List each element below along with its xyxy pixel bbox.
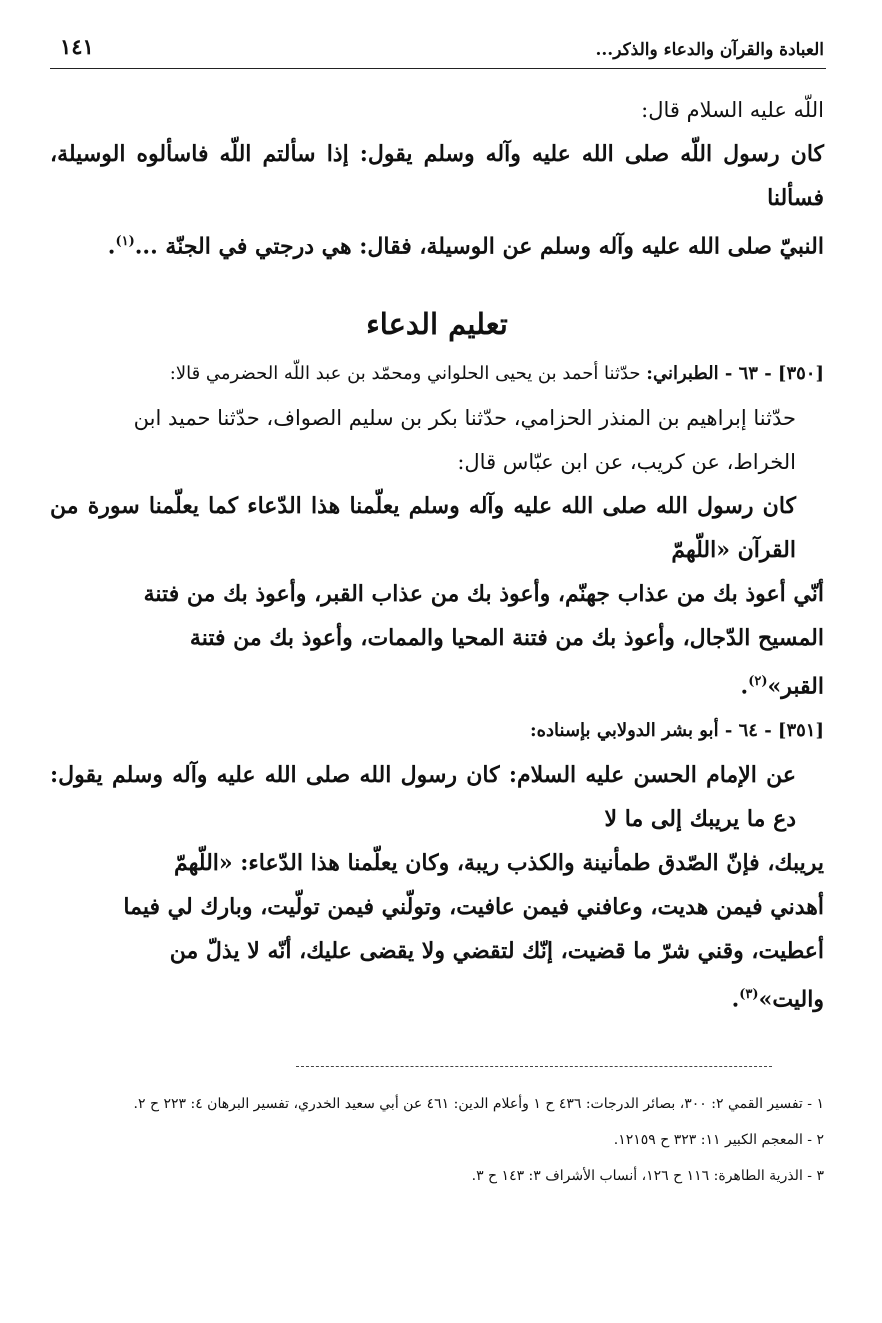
hadith-350-text-4: القبر»$^{(٢)}$. bbox=[740, 673, 824, 700]
footnote-ref-2: (٢) bbox=[748, 674, 768, 690]
hadith-351-number: [٣٥١] - ٦٤ - أبو بشر الدولابي بإسناده: bbox=[529, 719, 824, 741]
footnote-ref-3: (٣) bbox=[739, 986, 759, 1002]
header-divider bbox=[50, 68, 826, 69]
hadith-351-text-5: واليت»$^{(٣)}$. bbox=[731, 985, 824, 1012]
intro-line-2: كان رسول اللّه صلى الله عليه وآله وسلم يقول: إذا سألتم اللّه فاسألوه الوسيلة، فسألنا bbox=[50, 141, 824, 211]
hadith-351-text-1: عن الإمام الحسن عليه السلام: كان رسول الله صلى الله عليه وآله وسلم يقول: دع ما يريبك إلى ما لا bbox=[50, 761, 796, 832]
hadith-350-text-3: المسيح الدّجال، وأعوذ بك من فتنة المحيا والممات، وأعوذ بك من فتنة bbox=[189, 625, 824, 652]
hadith-350-chain-3: الخراط، عن كريب، عن ابن عبّاس قال: bbox=[457, 450, 796, 475]
page-number: ١٤١ bbox=[60, 34, 94, 59]
hadith-351-text-4: أعطيت، وقني شرّ ما قضيت، إنّك لتقضي ولا يقضى عليك، أنّه لا يذلّ من bbox=[169, 937, 824, 964]
footnotes bbox=[50, 1092, 824, 1200]
hadith-350-chain-1: حدّثنا أحمد بن يحيى الحلواني ومحمّد بن عبد اللّه الحضرمي قالا: bbox=[169, 363, 641, 385]
footnote-1: ١ - تفسير القمي ٢: ٣٠٠، بصائر الدرجات: ٤٣٦ ح ١ وأعلام الدين: ٤٦١ عن أبي سعيد الخدري، تفسير البرهان ٤: ٢٢٣ ح ٢. bbox=[133, 1096, 824, 1112]
hadith-351-text-5-text: واليت» bbox=[758, 985, 824, 1012]
hadith-351-header bbox=[50, 709, 824, 753]
page-body bbox=[50, 88, 824, 1021]
footnote-2: ٢ - المعجم الكبير ١١: ٣٢٣ ح ١٢١٥٩. bbox=[613, 1132, 824, 1148]
footnote-ref-1: (١) bbox=[115, 234, 135, 249]
footnote-divider bbox=[296, 1066, 772, 1067]
hadith-350-header bbox=[50, 352, 824, 396]
hadith-350-text-2: أنّي أعوذ بك من عذاب جهنّم، وأعوذ بك من عذاب القبر، وأعوذ بك من فتنة bbox=[143, 581, 824, 608]
hadith-350-chain-2: حدّثنا إبراهيم بن المنذر الحزامي، حدّثنا بكر بن سليم الصواف، حدّثنا حميد ابن bbox=[133, 406, 796, 431]
section-title: تعليم الدعاء bbox=[366, 307, 508, 342]
hadith-350-text-1: كان رسول الله صلى الله عليه وآله وسلم يعلّمنا هذا الدّعاء كما يعلّمنا سورة من القرآن «اللّهمّ bbox=[50, 493, 796, 564]
footnote-3: ٣ - الذرية الطاهرة: ١١٦ ح ١٢٦، أنساب الأشراف ٣: ١٤٣ ح ٣. bbox=[471, 1168, 824, 1184]
intro-line-1: اللّه عليه السلام قال: bbox=[641, 98, 824, 122]
hadith-351-text-2: يريبك، فإنّ الصّدق طمأنينة والكذب ريبة، وكان يعلّمنا هذا الدّعاء: «اللّهمّ bbox=[174, 849, 824, 876]
hadith-350-text-4-text: القبر» bbox=[767, 673, 824, 700]
hadith-350-number: [٣٥٠] - ٦٣ - الطبراني: bbox=[646, 363, 824, 385]
intro-line-3-text: النبيّ صلى الله عليه وآله وسلم عن الوسيلة، فقال: هي درجتي في الجنّة ... bbox=[134, 233, 824, 260]
running-title: العبادة والقرآن والدعاء والذكر... bbox=[595, 40, 824, 60]
intro-line-3: النبيّ صلى الله عليه وآله وسلم عن الوسيلة، فقال: هي درجتي في الجنّة ...$^{(١)}$. bbox=[107, 233, 824, 260]
page-header bbox=[50, 34, 824, 66]
hadith-351-text-3: أهدني فيمن هديت، وعافني فيمن عافيت، وتولّني فيمن تولّيت، وبارك لي فيما bbox=[123, 893, 824, 920]
